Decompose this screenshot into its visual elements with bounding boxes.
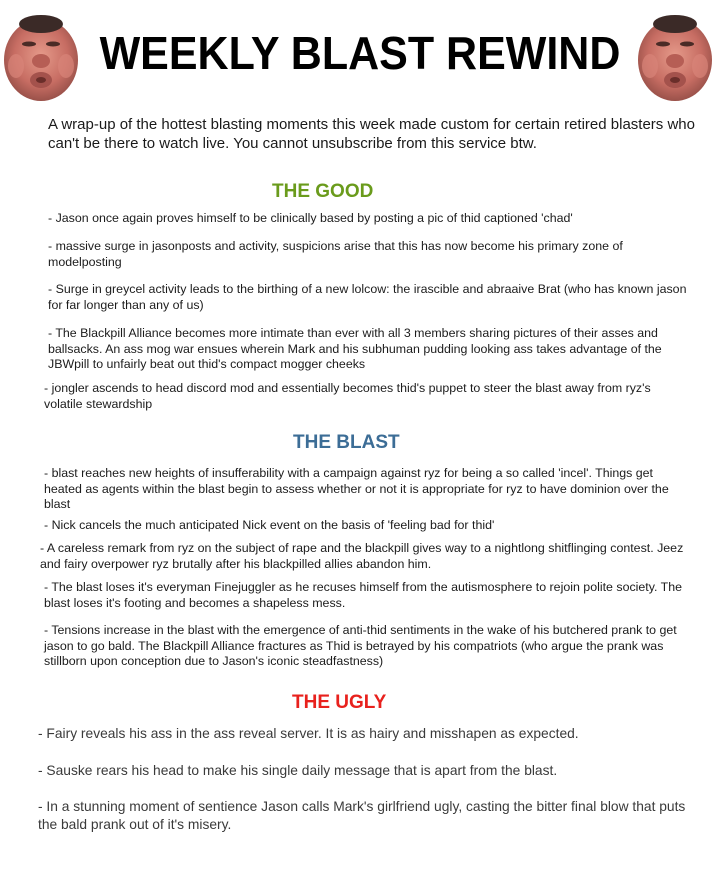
face-image-right [636,14,714,102]
blast-item: - blast reaches new heights of insufferability with a campaign against ryz for being a so called 'incel'. Things get heated as agents within the blast begin to assess whether or not it is appropriate for ryz to have dominion over the blast [44,466,669,511]
blast-item: - The blast loses it's everyman Finejuggler as he recuses himself from the autismosphere to rejoin polite society. The blast loses it's footing and becomes a shapeless mess. [44,580,683,610]
good-item: - Jason once again proves himself to be clinically based by posting a pic of thid captioned 'chad' [48,211,573,225]
blast-item: - A careless remark from ryz on the subject of rape and the blackpill gives way to a nightlong shitflinging contest. Jeez and fairy overpower ryz brutally after his blackpilled allies abandon him. [40,541,684,571]
blast-item: - Nick cancels the much anticipated Nick event on the basis of 'feeling bad for thid' [44,518,495,532]
blast-item: - Tensions increase in the blast with the emergence of anti-thid sentiments in the wake of his butchered prank to get jason to go bald. The Blackpill Alliance fractures as Thid is betrayed by his compatriots (who argue the prank was stillborn upon conception due to Jason's iconic steadfastness) [44,623,677,668]
section-heading-ugly: THE UGLY [292,692,387,713]
ugly-item: - Sauske rears his head to make his single daily message that is apart from the blast. [38,763,558,778]
good-item: - Surge in greycel activity leads to the birthing of a new lolcow: the irascible and abraaive Brat (who has known jason for far longer than any of us) [48,282,687,312]
good-item: - massive surge in jasonposts and activity, suspicions arise that this has now become his primary zone of modelposting [48,239,623,269]
good-item: - jongler ascends to head discord mod and essentially becomes thid's puppet to steer the blast away from ryz's volatile stewardship [44,381,651,411]
ugly-item: - Fairy reveals his ass in the ass reveal server. It is as hairy and misshapen as expected. [38,726,579,741]
ugly-item: - In a stunning moment of sentience Jason calls Mark's girlfriend ugly, casting the bitter final blow that puts the bald prank out of it's misery. [38,799,686,832]
page-title: WEEKLY BLAST REWIND [99,28,621,80]
section-heading-blast: THE BLAST [293,432,400,453]
intro-text: A wrap-up of the hottest blasting moments this week made custom for certain retired blasters who can't be there to watch live. You cannot unsubscribe from this service btw. [48,116,695,152]
face-image-left [2,14,80,102]
section-heading-good: THE GOOD [272,181,374,202]
good-item: - The Blackpill Alliance becomes more intimate than ever with all 3 members sharing pictures of their asses and ballsacks. An ass mog war ensues wherein Mark and his subhuman pudding looking ass takes advantage of the JBWpill to unfairly beat out thid's compact mogger cheeks [48,326,662,371]
